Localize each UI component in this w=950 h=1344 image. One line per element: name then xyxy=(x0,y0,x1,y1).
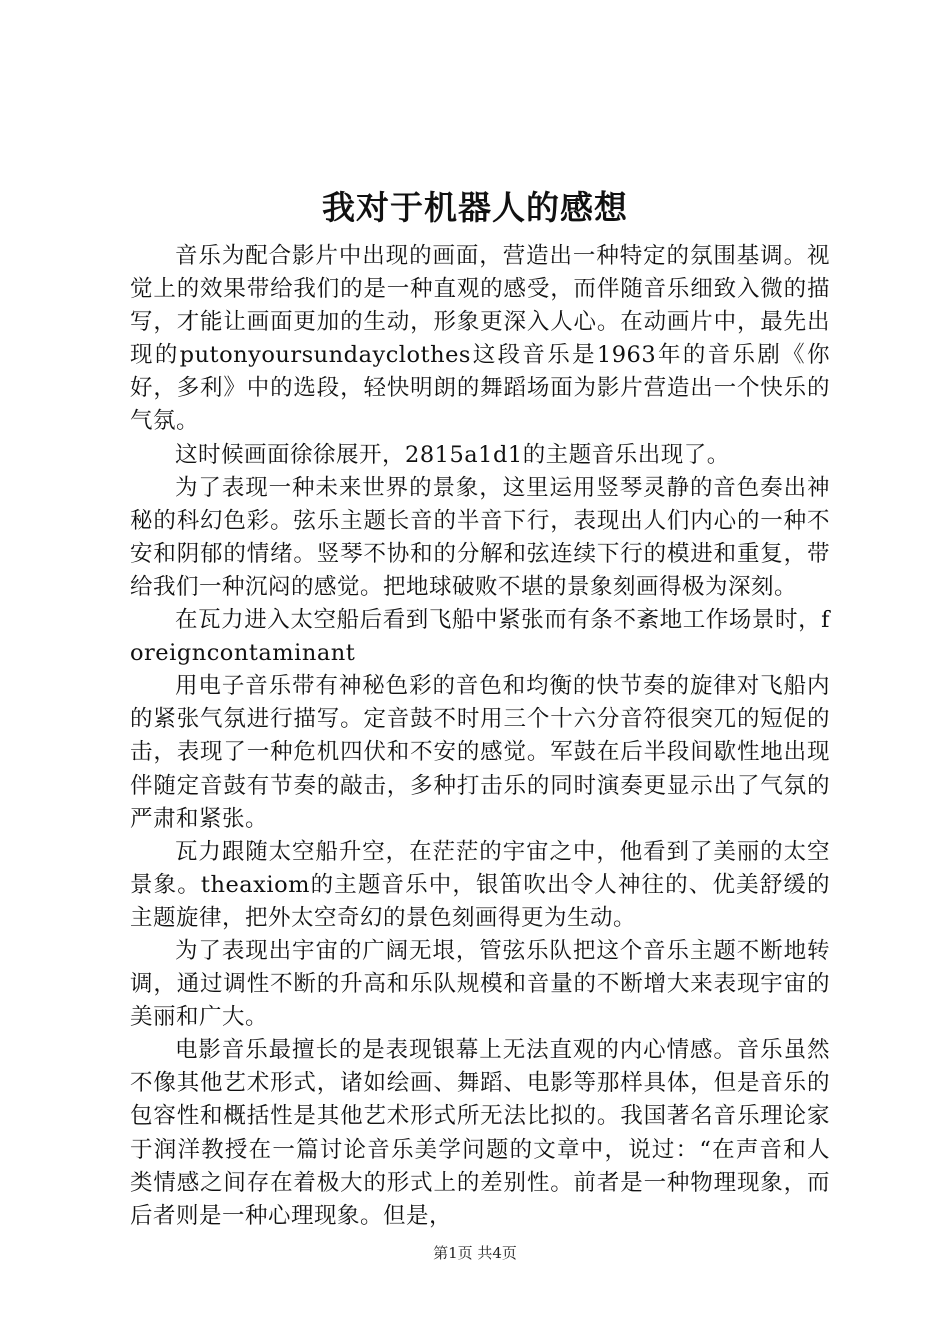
paragraph: 为了表现一种未来世界的景象，这里运用竖琴灵静的音色奏出神秘的科幻色彩。弦乐主题长音的半音下行，表现出人们内心的一种不安和阴郁的情绪。竖琴不协和的分解和弦连续下行的模进和重复，带给我们一种沉闷的感觉。把地球破败不堪的景象刻画得极为深刻。 xyxy=(130,474,830,600)
paragraph: 瓦力跟随太空船升空，在茫茫的宇宙之中，他看到了美丽的太空景象。theaxiom的主题音乐中，银笛吹出令人神往的、优美舒缓的主题旋律，把外太空奇幻的景色刻画得更为生动。 xyxy=(130,838,830,931)
paragraph: 用电子音乐带有神秘色彩的音色和均衡的快节奏的旋律对飞船内的紧张气氛进行描写。定音鼓不时用三个十六分音符很突兀的短促的击，表现了一种危机四伏和不安的感觉。军鼓在后半段间歇性地出现伴随定音鼓有节奏的敲击，多种打击乐的同时演奏更显示出了气氛的严肃和紧张。 xyxy=(130,673,830,832)
paragraph: 这时候画面徐徐展开，2815a1d1的主题音乐出现了。 xyxy=(175,441,730,468)
document-body xyxy=(130,240,830,1233)
paragraph: 电影音乐最擅长的是表现银幕上无法直观的内心情感。音乐虽然不像其他艺术形式，诸如绘画、舞蹈、电影等那样具体，但是音乐的包容性和概括性是其他艺术形式所无法比拟的。我国著名音乐理论家于润洋教授在一篇讨论音乐美学问题的文章中，说过：“在声音和人类情感之间存在着极大的形式上的差别性。前者是一种物理现象，而后者则是一种心理现象。但是， xyxy=(130,1037,830,1229)
paragraph: 音乐为配合影片中出现的画面，营造出一种特定的氛围基调。视觉上的效果带给我们的是一种直观的感受，而伴随音乐细致入微的描写，才能让画面更加的生动，形象更深入人心。在动画片中，最先出现的putonyoursundayclothes这段音乐是1963年的音乐剧《你好，多利》中的选段，轻快明朗的舞蹈场面为影片营造出一个快乐的气氛。 xyxy=(130,243,830,435)
page-footer: 第1页 共4页 xyxy=(433,1244,517,1262)
paragraph: 在瓦力进入太空船后看到飞船中紧张而有条不紊地工作场景时，foreigncontaminant xyxy=(130,607,830,667)
paragraph: 为了表现出宇宙的广阔无垠，管弦乐队把这个音乐主题不断地转调，通过调性不断的升高和乐队规模和音量的不断增大来表现宇宙的美丽和广大。 xyxy=(130,937,830,1031)
document-title: 我对于机器人的感想 xyxy=(322,188,628,227)
